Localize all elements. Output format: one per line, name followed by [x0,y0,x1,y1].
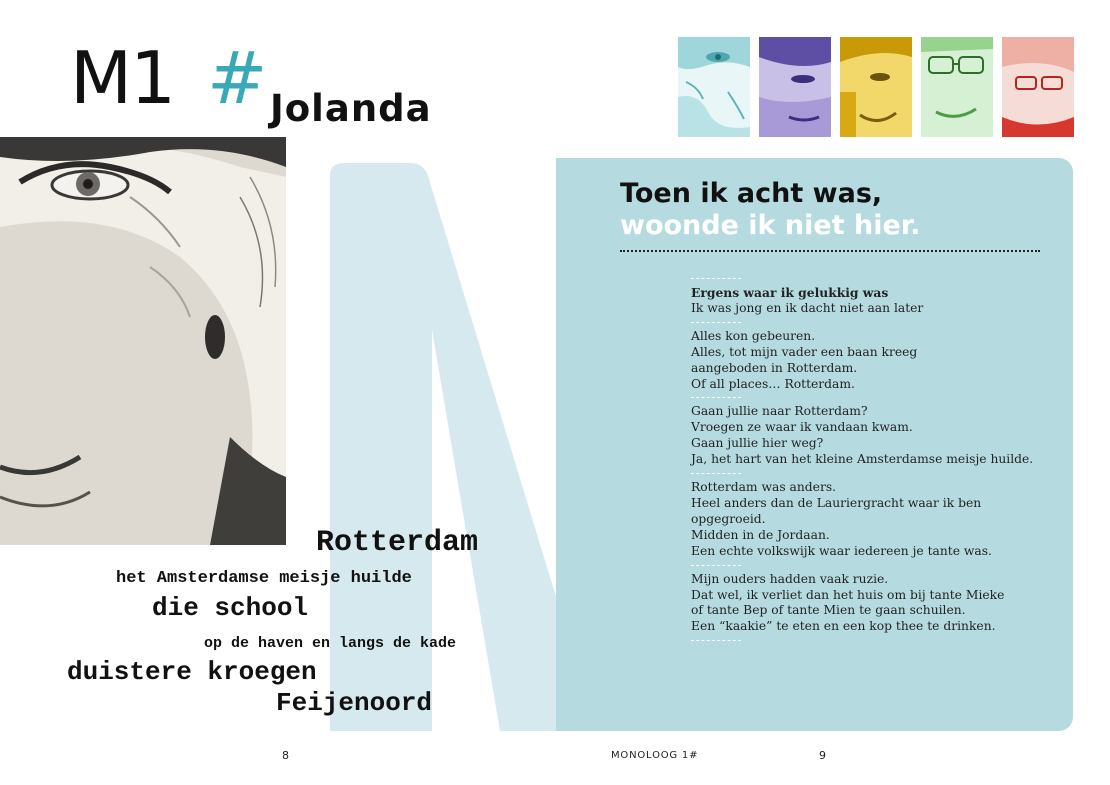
title-name: Jolanda [270,87,432,130]
stanza-5-line: of tante Bep of tante Mien te gaan schuilen. [691,603,966,618]
footer-label: MONOLOOG 1# [611,750,699,761]
stanza-1-title: Ergens waar ik gelukkig was [691,285,889,300]
stanza-2-line: aangeboden in Rotterdam. [691,360,858,375]
keyword-rotterdam: Rotterdam [316,526,479,560]
headline-line-2: woonde ik niet hier. [620,210,921,241]
stanza-2-line: Alles kon gebeuren. [691,328,816,343]
title-code: M1 [70,36,174,120]
stanza-3-line: Gaan jullie naar Rotterdam? [691,404,868,419]
stanza-2-line: Of all places… Rotterdam. [691,376,855,391]
keyword-haven-kade: op de haven en langs de kade [204,635,457,652]
stanza-5-line: Mijn ouders hadden vaak ruzie. [691,571,889,586]
stanza-2-line: Alles, tot mijn vader een baan kreeg [691,344,918,359]
portrait-teal [678,37,750,137]
page-number-right: 9 [819,749,826,762]
stanza-4-line: Rotterdam was anders. [691,480,837,495]
keyword-die-school: die school [152,593,309,623]
page-number-left: 8 [282,749,289,762]
stanza-1-line: Ik was jong en ik dacht niet aan later [691,300,924,315]
separator [691,640,741,641]
portrait-purple [759,37,831,137]
keyword-feijenoord: Feijenoord [276,688,433,718]
stanza-3-line: Gaan jullie hier weg? [691,436,824,451]
stanza-5-line: Een “kaakie” te eten en een kop thee te drinken. [691,619,996,634]
separator [691,278,741,279]
headline-line-1: Toen ik acht was, [620,178,883,209]
keyword-meisje-huilde: het Amsterdamse meisje huilde [116,569,412,588]
portrait-yellow [840,37,912,137]
portrait-green [921,37,993,137]
title-hash: # [207,36,268,120]
stanza-4-line: Heel anders dan de Lauriergracht waar ik ben opgegroeid. [691,495,982,526]
keyword-duistere-kroegen: duistere kroegen [67,657,317,687]
portrait-red [1002,37,1074,137]
stanza-4-line: Midden in de Jordaan. [691,527,830,542]
separator [691,565,741,566]
dotted-divider [620,250,1040,252]
separator [691,473,741,474]
stanza-4-line: Een echte volkswijk waar iedereen je tante was. [691,543,992,558]
stanza-5-line: Dat wel, ik verliet dan het huis om bij tante Mieke [691,587,1005,602]
stanza-3-line: Ja, het hart van het kleine Amsterdamse meisje huilde. [691,452,1034,467]
portrait-photo-jolanda [0,137,286,545]
separator [691,322,741,323]
separator [691,397,741,398]
monologue-text [691,273,1051,647]
stanza-3-line: Vroegen ze waar ik vandaan kwam. [691,420,913,435]
